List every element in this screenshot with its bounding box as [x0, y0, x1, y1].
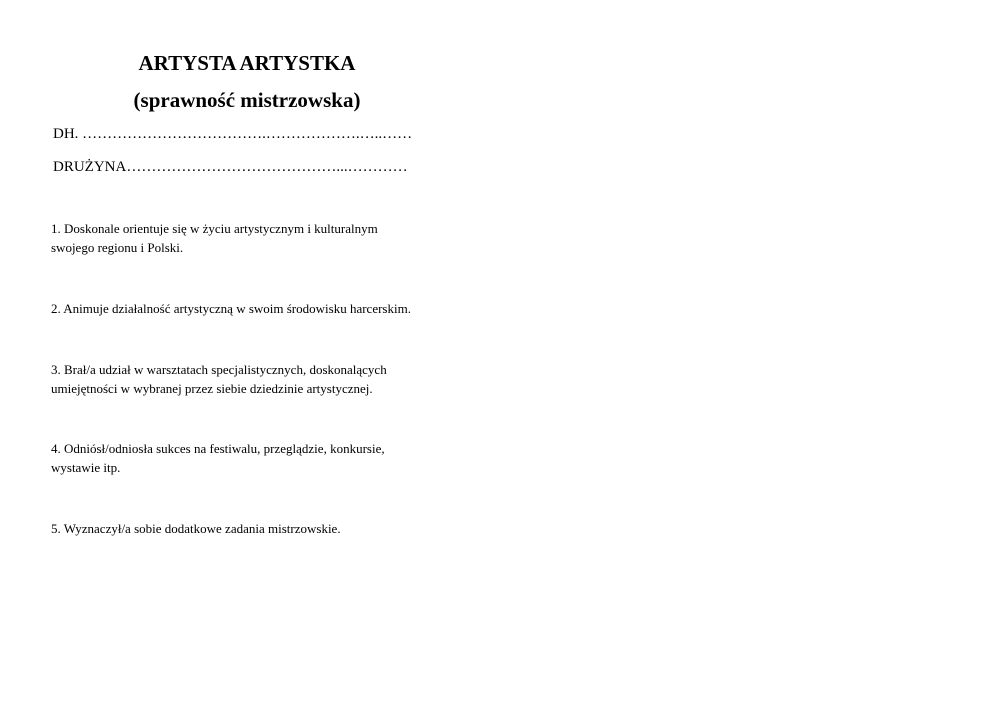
task-1-line-2: swojego regionu i Polski. — [51, 240, 184, 255]
task-3-line-1: 3. Brał/a udział w warsztatach specjalistycznych, doskonalących — [51, 362, 387, 377]
task-5-line-1: 5. Wyznaczył/a sobie dodatkowe zadania mistrzowskie. — [51, 521, 341, 536]
task-item-4 — [51, 439, 471, 477]
task-item-1 — [51, 219, 471, 257]
document-title: ARTYSTA ARTYSTKA — [138, 51, 356, 75]
task-2-line-1: 2. Animuje działalność artystyczną w swoim środowisku harcerskim. — [51, 301, 411, 316]
document-subtitle: (sprawność mistrzowska) — [133, 88, 361, 112]
task-4-line-1: 4. Odniósł/odniosła sukces na festiwalu, przeglądzie, konkursie, — [51, 441, 385, 456]
task-item-2 — [51, 299, 471, 318]
team-field-line: DRUŻYNA……………………………………...………… — [53, 159, 408, 175]
task-3-line-2: umiejętności w wybranej przez siebie dziedzinie artystycznej. — [51, 381, 373, 396]
task-item-3 — [51, 360, 471, 398]
task-1-line-1: 1. Doskonale orientuje się w życiu artystycznym i kulturalnym — [51, 221, 378, 236]
task-4-line-2: wystawie itp. — [51, 460, 121, 475]
name-field-line: DH. ……………………………….……………….…..…… — [53, 126, 413, 142]
task-item-5 — [51, 519, 471, 538]
